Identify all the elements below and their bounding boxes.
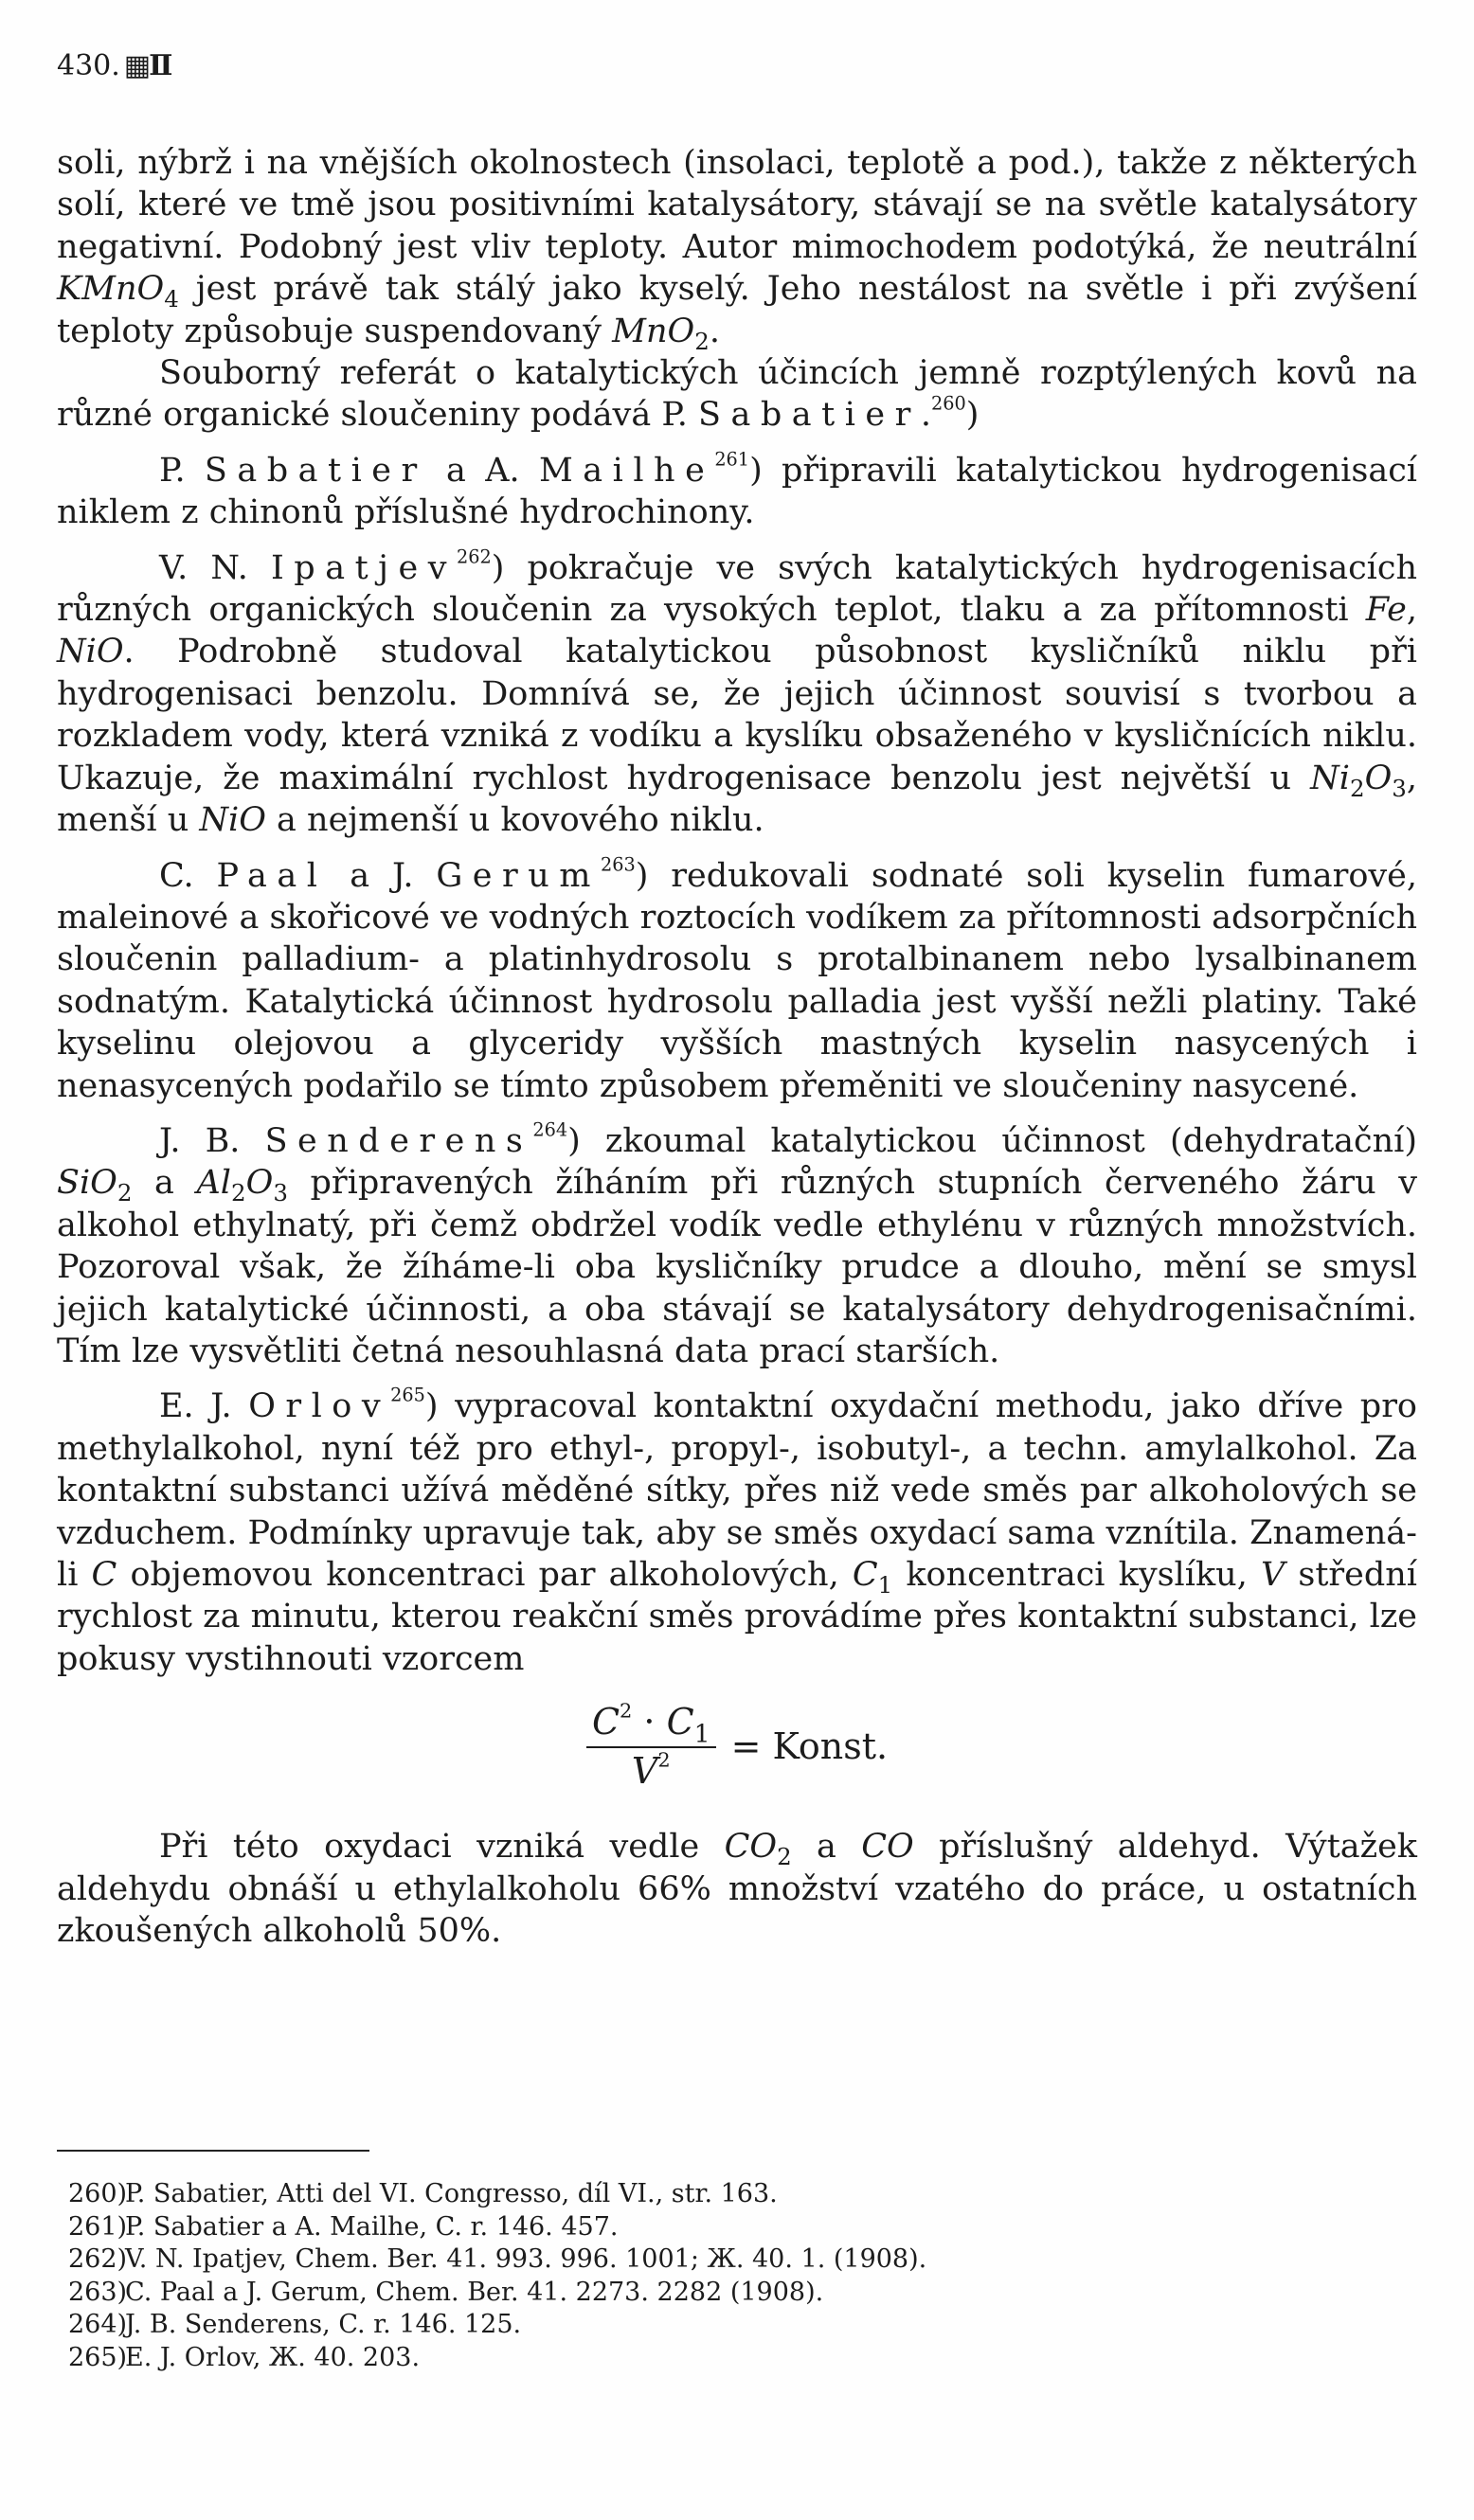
paragraph: P. Sabatier a A. Mailhe$^{261}$) připravili katalytickou hydrogenisací niklem z chinonů příslušné hydrochinony. [57, 448, 1417, 532]
paragraph: Souborný referát o katalytických účincích jemně rozptýlených kovů na různé organické sloučeniny podává P. Sabatier.$^{260}$) [57, 354, 1417, 435]
paragraph: V. N. Ipatjev$^{262}$) pokračuje ve svých katalytických hydrogenisacích různých organických sloučenin za vysokých teplot, tlaku a za přítomnosti Fe, NiO. Podrobně studoval katalytickou působnost kysličníků niklu při hydrogenisaci benzolu. Domnívá se, že jejich účinnost souvisí s tvorbou a rozkladem vody, která vzniká z vodíku a kyslíku obsaženého v kysličnících niklu. Ukazuje, že maximální rychlost hydrogenisace benzolu jest největší u $Ni_2O_3$, menší u NiO a nejmenší u kovového niklu. [57, 545, 1418, 840]
footnote: 263)C. Paal a J. Gerum, Chem. Ber. 41. 2273. 2282 (1908). [68, 2277, 824, 2307]
page-header [57, 49, 171, 82]
paragraph: C. Paal a J. Gerum$^{263}$) redukovali sodnaté soli kyselin fumarové, maleinové a skořicové ve vodných roztocích vodíkem za přítomnosti adsorpčních sloučenin palladium- a platinhydrosolu s protalbinanem nebo lysalbinanem sodnatým. Katalytická účinnost hydrosolu palladia jest vyšší nežli platiny. Také kyselinu olejovou a glyceridy vyšších mastných kyselin nasycených i nenasycených podařilo se tímto způsobem přeměniti ve sloučeniny nasycené. [57, 853, 1417, 1105]
footnotes [68, 2178, 1411, 2374]
publisher-logo: ▦Ⅱ [123, 49, 171, 82]
footnote: 261)P. Sabatier a A. Mailhe, C. r. 146. 457. [68, 2211, 619, 2242]
paragraph: Při této oxydaci vzniká vedle $CO_2$ a CO příslušný aldehyd. Výtažek aldehydu obnáší u ethylalkoholu 66% množství vzatého do práce, u ostatních zkoušených alkoholů 50%. [57, 1828, 1417, 1951]
formula-fraction: $\frac{C^2 \cdot C_1}{V^2}$ [586, 1701, 716, 1792]
formula [57, 1701, 1417, 1792]
paragraph: soli, nýbrž i na vnějších okolnostech (insolaci, teplotě a pod.), takže z některých solí, které ve tmě jsou positivními katalysátory, stávají se na světle katalysátory negativní. Podobný jest vliv teploty. Autor mimochodem podotýká, že neutrální KMnO$_4$ jest právě tak stálý jako kyselý. Jeho nestálost na světle i při zvýšení teploty způsobuje suspendovaný MnO$_2$. [57, 144, 1417, 355]
footnote: 262)V. N. Ipatjev, Chem. Ber. 41. 993. 996. 1001; Ж. 40. 1. (1908). [68, 2244, 927, 2274]
footnote: 265)E. J. Orlov, Ж. 40. 203. [68, 2342, 421, 2372]
footnote: 260)P. Sabatier, Atti del VI. Congresso, díl VI., str. 163. [68, 2179, 778, 2208]
formula-rhs: = Konst. [730, 1725, 889, 1768]
paragraph: E. J. Orlov$^{265}$) vypracoval kontaktní oxydační methodu, jako dříve pro methylalkohol, nyní též pro ethyl-, propyl-, isobutyl-, a techn. amylalkohol. Za kontaktní substanci užívá měděné sítky, přes niž vede směs par alkoholových se vzduchem. Podmínky upravuje tak, aby se směs oxydací sama vznítila. Znamená-li C objemovou koncentraci par alkoholových, $C_1$ koncentraci kyslíku, V střední rychlost za minutu, kterou reakční směs provádíme přes kontaktní substanci, lze pokusy vystihnouti vzorcem [57, 1385, 1417, 1678]
paragraph: J. B. Senderens$^{264}$) zkoumal katalytickou účinnost (dehydratační) SiO$_2$ a $Al_2O_3$ připravených žíháním při různých stupních červeného žáru v alkohol ethylnatý, při čemž obdržel vodík vedle ethylénu v různých množstvích. Pozoroval však, že žíháme-li oba kysličníky prudce a dlouho, mění se smysl jejich katalytické účinnosti, a oba stávají se katalysátory dehydrogenisačními. Tím lze vysvětliti četná nesouhlasná data prací starších. [57, 1118, 1417, 1370]
body-text [57, 142, 1417, 1952]
footnote: 264)J. B. Senderens, C. r. 146. 125. [68, 2310, 522, 2339]
page-number: 430. [57, 49, 120, 82]
footnote-rule [57, 2150, 369, 2152]
